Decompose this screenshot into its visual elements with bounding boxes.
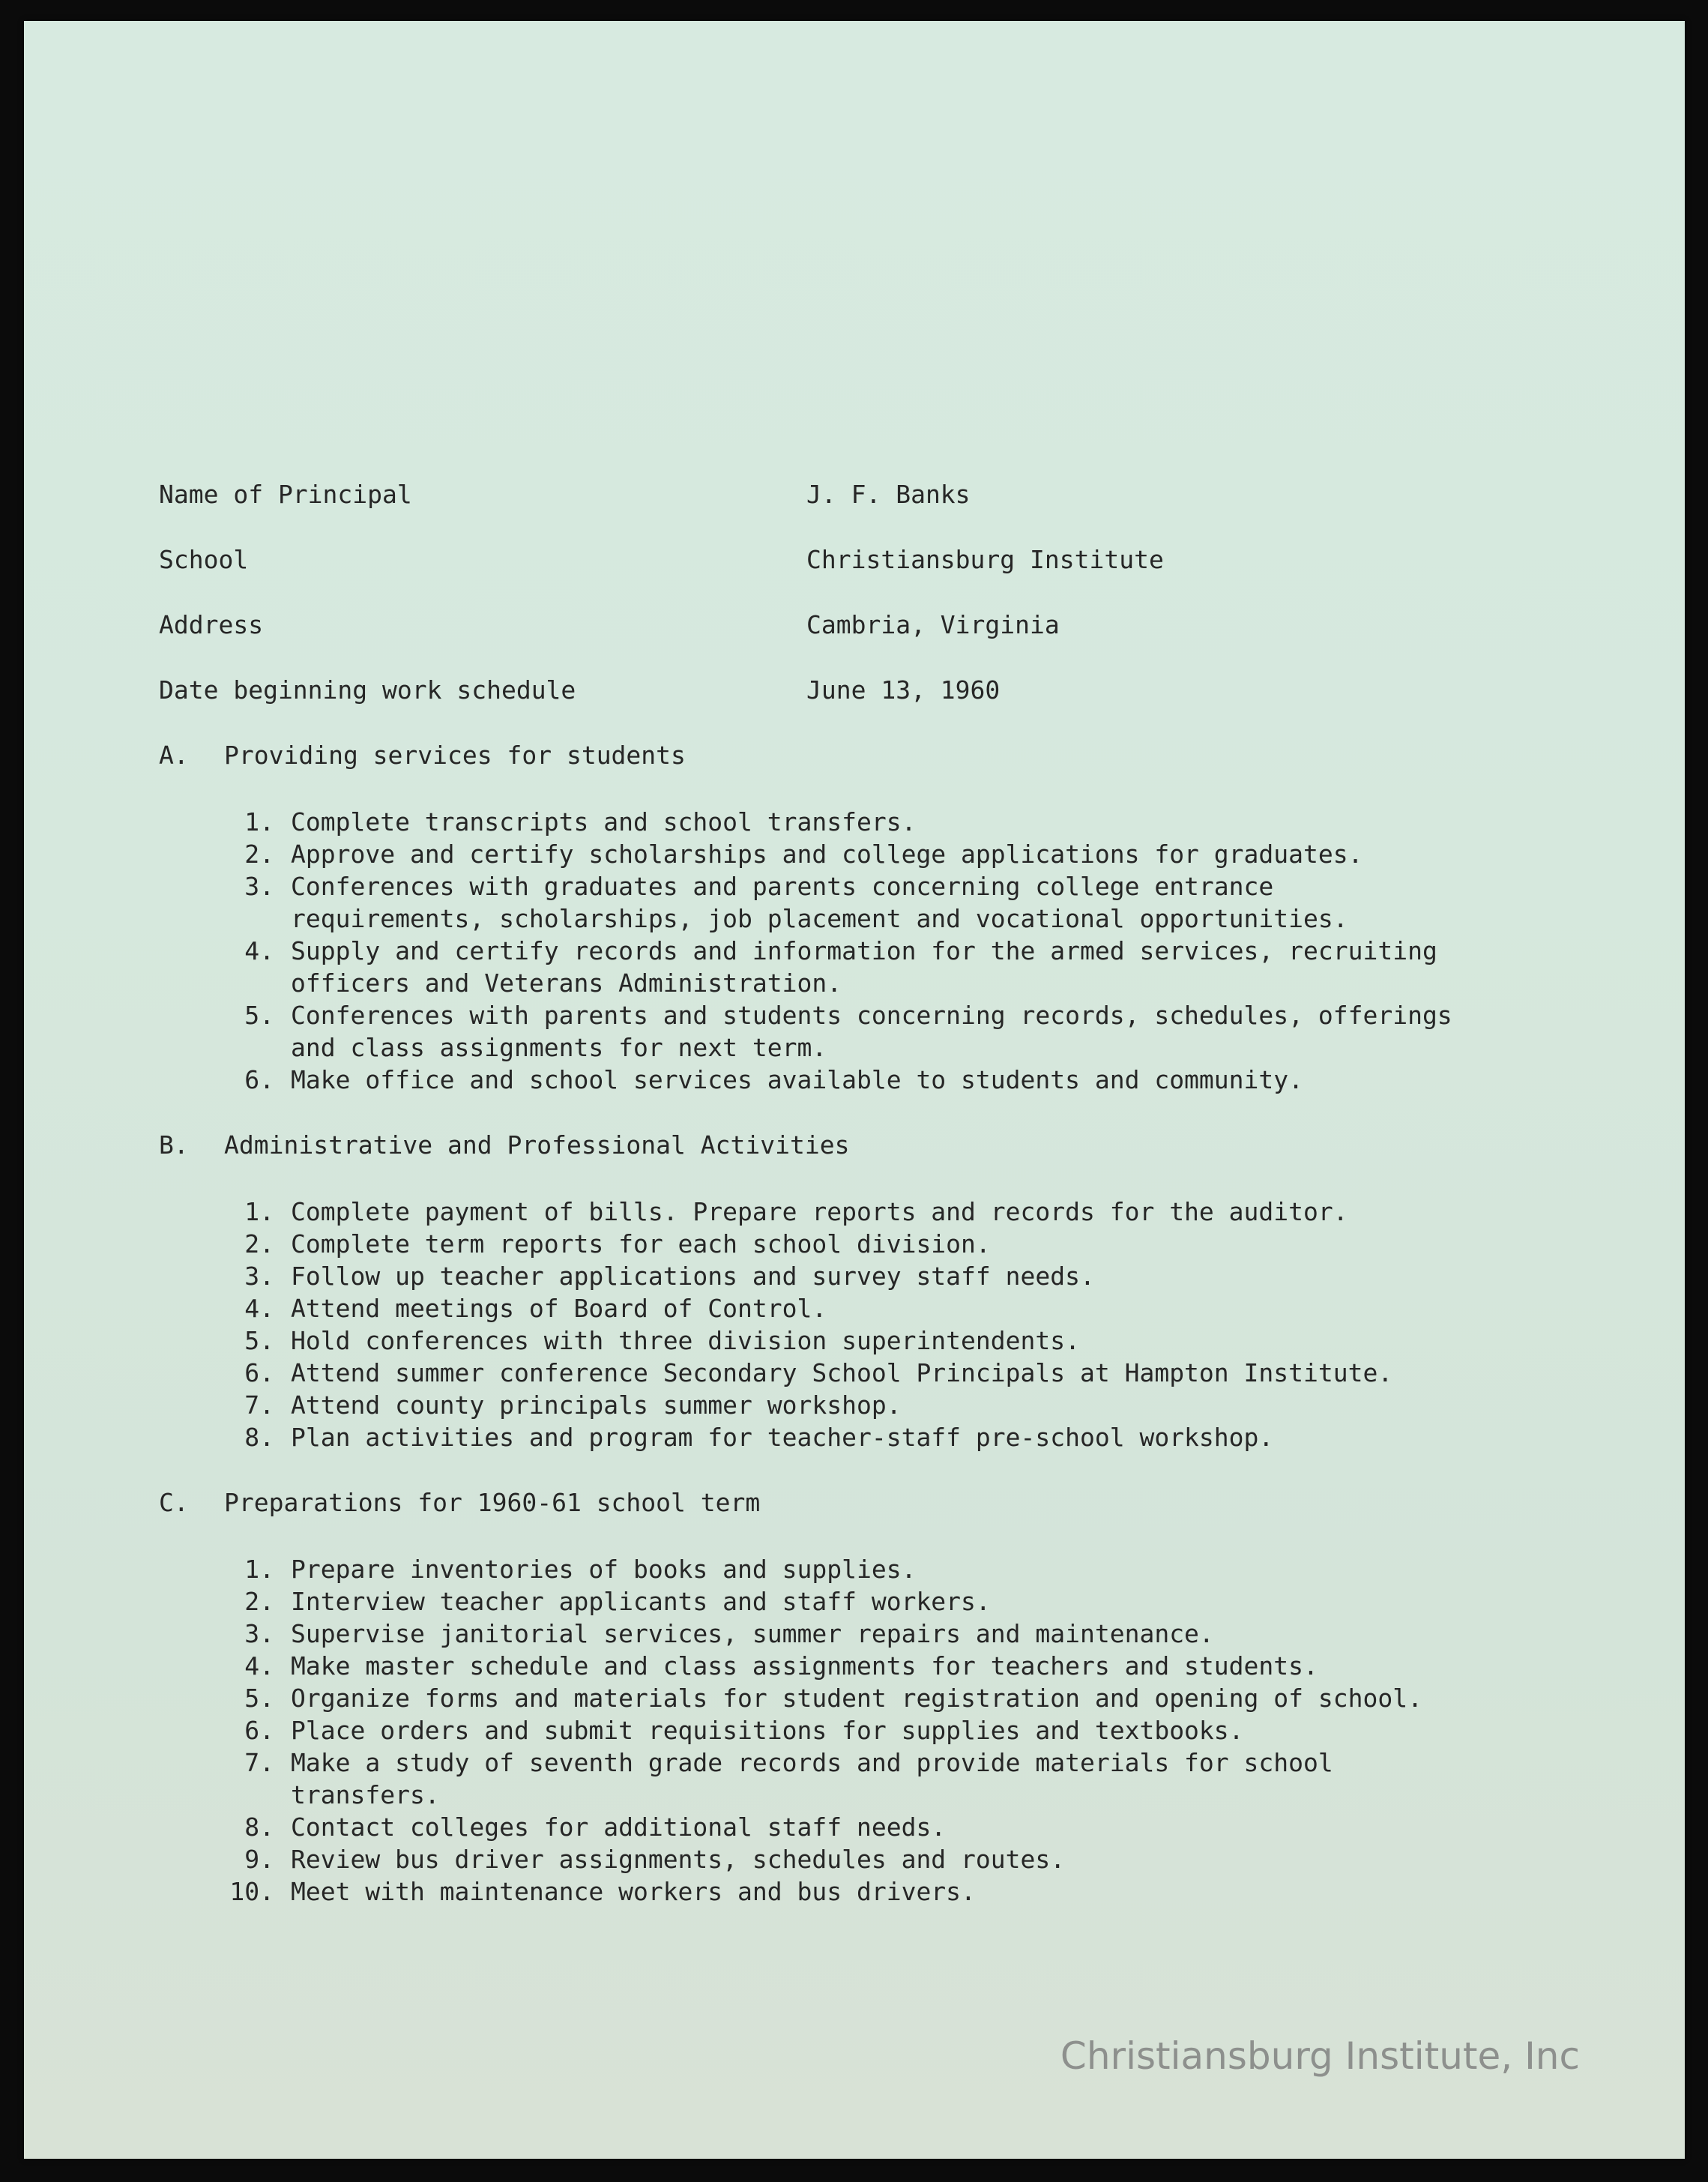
list-item xyxy=(159,1228,1583,1260)
item-text: Supervise janitorial services, summer repairs and maintenance. xyxy=(291,1619,1214,1648)
list-item xyxy=(159,1064,1583,1096)
item-text: Hold conferences with three division superintendents. xyxy=(291,1326,1080,1355)
list-item xyxy=(159,1682,1583,1714)
section-b xyxy=(159,1129,1583,1453)
item-number: 2. xyxy=(244,1587,274,1616)
list-item xyxy=(159,1585,1583,1618)
field-label: Address xyxy=(159,610,264,639)
item-text: Review bus driver assignments, schedules and routes. xyxy=(291,1845,1066,1874)
list-item xyxy=(159,935,1583,999)
list-item xyxy=(159,1843,1583,1875)
item-text: Contact colleges for additional staff needs. xyxy=(291,1812,947,1842)
item-text: Plan activities and program for teacher-staff pre-school workshop. xyxy=(291,1423,1274,1452)
item-number: 3. xyxy=(244,872,274,901)
list-item xyxy=(159,1875,1583,1908)
section-title: Administrative and Professional Activities xyxy=(224,1130,850,1160)
field-school xyxy=(159,543,1583,576)
item-number: 2. xyxy=(244,1229,274,1259)
item-text: Complete transcripts and school transfers. xyxy=(291,807,917,837)
item-number: 8. xyxy=(244,1423,274,1452)
item-text: Meet with maintenance workers and bus drivers. xyxy=(291,1877,976,1906)
item-text: Organize forms and materials for student registration and opening of school. xyxy=(291,1684,1422,1713)
list-item xyxy=(159,1714,1583,1746)
list-item xyxy=(159,806,1583,838)
list-item xyxy=(159,1389,1583,1421)
section-heading xyxy=(159,1129,1583,1161)
section-c xyxy=(159,1486,1583,1908)
item-number: 5. xyxy=(244,1684,274,1713)
list-item xyxy=(159,1811,1583,1843)
field-date xyxy=(159,674,1583,706)
document-page xyxy=(24,21,1685,2159)
list-item xyxy=(159,1618,1583,1650)
field-value: June 13, 1960 xyxy=(806,675,1001,705)
item-number: 7. xyxy=(244,1390,274,1420)
document-body xyxy=(159,478,1583,1908)
section-letter: C. xyxy=(159,1488,189,1517)
section-heading xyxy=(159,1486,1583,1519)
list-item xyxy=(159,1324,1583,1357)
item-text: Attend county principals summer workshop. xyxy=(291,1390,902,1420)
field-address xyxy=(159,609,1583,641)
header-fields xyxy=(159,478,1583,706)
item-text: Approve and certify scholarships and college applications for graduates. xyxy=(291,840,1363,869)
item-text: Complete payment of bills. Prepare reports and records for the auditor. xyxy=(291,1197,1348,1226)
section-title: Providing services for students xyxy=(224,741,686,770)
field-value: Cambria, Virginia xyxy=(806,610,1060,639)
item-number: 6. xyxy=(244,1716,274,1745)
list-item xyxy=(159,1421,1583,1453)
item-number: 7. xyxy=(244,1748,274,1777)
section-b-list xyxy=(159,1196,1583,1453)
list-item xyxy=(159,838,1583,870)
item-number: 6. xyxy=(244,1065,274,1094)
section-title: Preparations for 1960-61 school term xyxy=(224,1488,761,1517)
section-a-list xyxy=(159,806,1583,1096)
item-number: 8. xyxy=(244,1812,274,1842)
field-label: Name of Principal xyxy=(159,480,412,509)
item-text: Follow up teacher applications and survey staff needs. xyxy=(291,1262,1095,1291)
section-letter: A. xyxy=(159,741,189,770)
item-text: Supply and certify records and information for the armed services, recruiting officers and Veterans Administration. xyxy=(291,936,1437,998)
item-number: 4. xyxy=(244,936,274,965)
item-text: Place orders and submit requisitions for supplies and textbooks. xyxy=(291,1716,1244,1745)
item-number: 2. xyxy=(244,840,274,869)
item-number: 9. xyxy=(244,1845,274,1874)
field-value: J. F. Banks xyxy=(806,480,971,509)
item-number: 10. xyxy=(229,1877,274,1906)
list-item xyxy=(159,1260,1583,1292)
list-item xyxy=(159,1650,1583,1682)
list-item xyxy=(159,999,1583,1064)
section-a xyxy=(159,739,1583,1096)
item-number: 5. xyxy=(244,1326,274,1355)
item-text: Complete term reports for each school division. xyxy=(291,1229,991,1259)
item-text: Make office and school services available to students and community. xyxy=(291,1065,1304,1094)
field-principal xyxy=(159,478,1583,510)
field-value: Christiansburg Institute xyxy=(806,545,1164,574)
item-number: 4. xyxy=(244,1651,274,1681)
item-number: 5. xyxy=(244,1001,274,1030)
list-item xyxy=(159,1553,1583,1585)
list-item xyxy=(159,1746,1583,1811)
section-letter: B. xyxy=(159,1130,189,1160)
item-text: Conferences with parents and students concerning records, schedules, offerings and class assignments for next term. xyxy=(291,1001,1452,1062)
item-number: 4. xyxy=(244,1294,274,1323)
item-number: 3. xyxy=(244,1262,274,1291)
section-c-list xyxy=(159,1553,1583,1908)
item-text: Conferences with graduates and parents concerning college entrance requirements, scholarships, job placement and vocational opportunities. xyxy=(291,872,1348,933)
item-number: 3. xyxy=(244,1619,274,1648)
item-text: Attend summer conference Secondary School Principals at Hampton Institute. xyxy=(291,1358,1393,1387)
item-text: Interview teacher applicants and staff workers. xyxy=(291,1587,991,1616)
item-number: 1. xyxy=(244,1555,274,1584)
item-text: Prepare inventories of books and supplies. xyxy=(291,1555,917,1584)
list-item xyxy=(159,870,1583,935)
list-item xyxy=(159,1357,1583,1389)
item-text: Make a study of seventh grade records and provide materials for school transfers. xyxy=(291,1748,1333,1809)
item-number: 1. xyxy=(244,807,274,837)
list-item xyxy=(159,1292,1583,1324)
section-heading xyxy=(159,739,1583,771)
item-text: Make master schedule and class assignments for teachers and students. xyxy=(291,1651,1318,1681)
item-number: 1. xyxy=(244,1197,274,1226)
field-label: Date beginning work schedule xyxy=(159,675,576,705)
watermark: Christiansburg Institute, Inc xyxy=(1060,2034,1580,2078)
item-text: Attend meetings of Board of Control. xyxy=(291,1294,827,1323)
field-label: School xyxy=(159,545,249,574)
item-number: 6. xyxy=(244,1358,274,1387)
list-item xyxy=(159,1196,1583,1228)
